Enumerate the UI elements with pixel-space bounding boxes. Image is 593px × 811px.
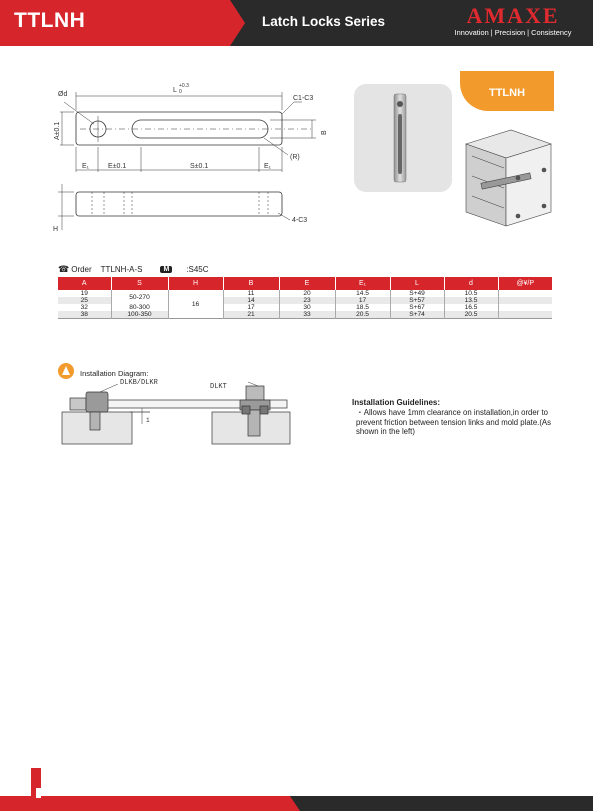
dim-H: H	[53, 226, 59, 233]
col-header-L: L	[390, 277, 444, 290]
technical-drawing	[50, 80, 350, 240]
installation-dim: 1	[146, 417, 150, 424]
series-title: Latch Locks Series	[262, 14, 386, 29]
installation-title: Installation Diagram:	[80, 369, 149, 378]
col-header-price: @¥/P	[498, 277, 552, 290]
dim-E1-left: E₁	[82, 163, 90, 170]
cell-E1: 18.5	[335, 304, 390, 311]
cell-S: 50-270	[111, 290, 168, 304]
dim-L: L	[173, 87, 177, 94]
cell-S: 100-350	[111, 311, 168, 319]
spec-table	[58, 277, 552, 319]
cell-S: 80-300	[111, 304, 168, 311]
dim-L-sub: 0	[179, 89, 182, 95]
table-row	[58, 304, 552, 311]
installation-label-right: DLKT	[210, 383, 227, 391]
cell-B: 17	[223, 304, 279, 311]
cell-E: 20	[279, 290, 335, 297]
table-row	[58, 311, 552, 319]
phone-icon: ☎	[58, 264, 70, 274]
order-label: Order	[71, 265, 92, 274]
product-code: TTLNH	[14, 9, 86, 32]
guidelines-text: ・Allows have 1mm clearance on installation,in order to prevent friction between tension links and mold plate.(As shown in the left)	[356, 408, 552, 437]
cell-price	[498, 311, 552, 319]
material-icon: M	[160, 266, 172, 273]
cell-d: 10.5	[444, 290, 498, 297]
brand-tagline: Innovation | Precision | Consistency	[454, 28, 572, 37]
product-photo	[354, 84, 452, 192]
cell-A: 38	[58, 311, 111, 319]
cell-H: 16	[168, 290, 223, 319]
dim-B: B	[321, 130, 328, 135]
col-header-d: d	[444, 277, 498, 290]
cell-E: 23	[279, 297, 335, 304]
guidelines-title: Installation Guidelines:	[352, 398, 441, 407]
cell-price	[498, 290, 552, 297]
dim-A: A±0.1	[54, 121, 61, 140]
order-line	[58, 264, 209, 275]
col-header-H: H	[168, 277, 223, 290]
cell-E1: 17	[335, 297, 390, 304]
mold-assembly-image	[456, 126, 556, 236]
cell-E1: 20.5	[335, 311, 390, 319]
cell-L: S+67	[390, 304, 444, 311]
table-row	[58, 290, 552, 297]
col-header-S: S	[111, 277, 168, 290]
cell-L: S+74	[390, 311, 444, 319]
cell-E1: 14.5	[335, 290, 390, 297]
cell-B: 21	[223, 311, 279, 319]
col-header-B: B	[223, 277, 279, 290]
cell-B: 14	[223, 297, 279, 304]
dim-chamfer-side: 4-C3	[292, 217, 308, 224]
cell-price	[498, 297, 552, 304]
dim-L-sup: +0.3	[179, 83, 189, 89]
cell-L: S+57	[390, 297, 444, 304]
order-code: TTLNH-A-S	[100, 265, 143, 274]
footer-red-band	[0, 796, 300, 811]
installation-diagram	[60, 376, 295, 446]
cell-L: S+49	[390, 290, 444, 297]
col-header-E: E	[279, 277, 335, 290]
cell-price	[498, 304, 552, 311]
brand-logo: AMAXE	[466, 3, 560, 28]
footer-tab-mark	[36, 788, 41, 798]
cell-d: 13.5	[444, 297, 498, 304]
cell-A: 32	[58, 304, 111, 311]
dim-radius: (R)	[290, 154, 300, 161]
cell-d: 16.5	[444, 304, 498, 311]
dim-E1-right: E₁	[264, 163, 272, 170]
footer-tab	[31, 768, 41, 806]
material-value: :S45C	[186, 265, 209, 274]
top-view-body	[76, 112, 282, 145]
col-header-E1: E₁	[335, 277, 390, 290]
side-view-body	[76, 192, 282, 216]
cell-E: 30	[279, 304, 335, 311]
cell-A: 19	[58, 290, 111, 297]
installation-label-left: DLKB/DLKR	[120, 379, 158, 387]
dim-E: E±0.1	[108, 163, 127, 170]
dim-S: S±0.1	[190, 163, 209, 170]
product-badge: TTLNH	[460, 71, 554, 111]
dim-chamfer-end: C1-C3	[293, 95, 314, 102]
col-header-A: A	[58, 277, 111, 290]
cell-E: 33	[279, 311, 335, 319]
cell-A: 25	[58, 297, 111, 304]
cell-d: 20.5	[444, 311, 498, 319]
dim-d: Ød	[58, 91, 68, 98]
cell-B: 11	[223, 290, 279, 297]
